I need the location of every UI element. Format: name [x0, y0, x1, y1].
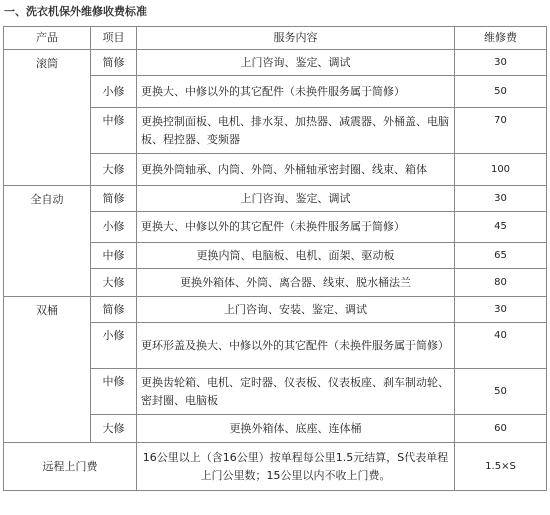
- service-cell: 更换外箱体、外筒、离合器、线束、脱水桶法兰: [137, 269, 455, 297]
- item-cell: 中修: [91, 243, 137, 269]
- service-cell: 更环形盖及换大、中修以外的其它配件（未换件服务属于简修）: [137, 323, 455, 369]
- table-row: [4, 50, 547, 76]
- item-cell: 小修: [91, 212, 137, 243]
- service-cell: 上门咨询、安装、鉴定、调试: [137, 297, 455, 323]
- item-cell: 中修: [91, 108, 137, 154]
- fee-cell: 30: [455, 50, 547, 76]
- travel-fee-row: [4, 443, 547, 491]
- fee-cell: 100: [455, 154, 547, 186]
- travel-fee-service: 16公里以上（含16公里）按单程每公里1.5元结算，S代表单程上门公里数；15公里以内不收上门费。: [137, 443, 455, 491]
- item-cell: 简修: [91, 50, 137, 76]
- service-cell: 更换外箱体、底座、连体桶: [137, 415, 455, 443]
- product-cell: 全自动: [4, 186, 91, 297]
- fee-cell: 60: [455, 415, 547, 443]
- header-service: 服务内容: [137, 27, 455, 50]
- header-item: 项目: [91, 27, 137, 50]
- service-cell: 更换内筒、电脑板、电机、面架、驱动板: [137, 243, 455, 269]
- table-row: [4, 297, 547, 323]
- fee-cell: 50: [455, 76, 547, 108]
- section-title: 一、洗衣机保外维修收费标准: [4, 5, 147, 18]
- service-cell: 更换大、中修以外的其它配件（未换件服务属于简修）: [137, 212, 455, 243]
- fee-cell: 40: [455, 323, 547, 369]
- item-cell: 小修: [91, 76, 137, 108]
- fee-cell: 30: [455, 186, 547, 212]
- travel-fee-amount: 1.5×S: [455, 443, 547, 491]
- service-cell: 更换大、中修以外的其它配件（未换件服务属于简修）: [137, 76, 455, 108]
- item-cell: 大修: [91, 154, 137, 186]
- fee-cell: 70: [455, 108, 547, 154]
- fee-cell: 30: [455, 297, 547, 323]
- product-cell: 双桶: [4, 297, 91, 443]
- header-product: 产品: [4, 27, 91, 50]
- service-cell: 更换外筒轴承、内筒、外筒、外桶轴承密封圈、线束、箱体: [137, 154, 455, 186]
- fee-cell: 80: [455, 269, 547, 297]
- table-row: [4, 186, 547, 212]
- item-cell: 简修: [91, 297, 137, 323]
- item-cell: 小修: [91, 323, 137, 369]
- header-fee: 维修费: [455, 27, 547, 50]
- service-cell: 上门咨询、鉴定、调试: [137, 186, 455, 212]
- item-cell: 大修: [91, 415, 137, 443]
- item-cell: 简修: [91, 186, 137, 212]
- service-cell: 上门咨询、鉴定、调试: [137, 50, 455, 76]
- header-row: [4, 27, 547, 50]
- fee-cell: 45: [455, 212, 547, 243]
- travel-fee-label: 远程上门费: [4, 443, 137, 491]
- product-cell: 滚筒: [4, 50, 91, 186]
- fee-cell: 65: [455, 243, 547, 269]
- service-cell: 更换控制面板、电机、排水泵、加热器、减震器、外桶盖、电脑板、程控器、变频器: [137, 108, 455, 154]
- service-cell: 更换齿轮箱、电机、定时器、仪表板、仪表板座、刹车制动轮、密封圈、电脑板: [137, 369, 455, 415]
- fee-cell: 50: [455, 369, 547, 415]
- item-cell: 中修: [91, 369, 137, 415]
- repair-fee-table: [3, 26, 547, 491]
- item-cell: 大修: [91, 269, 137, 297]
